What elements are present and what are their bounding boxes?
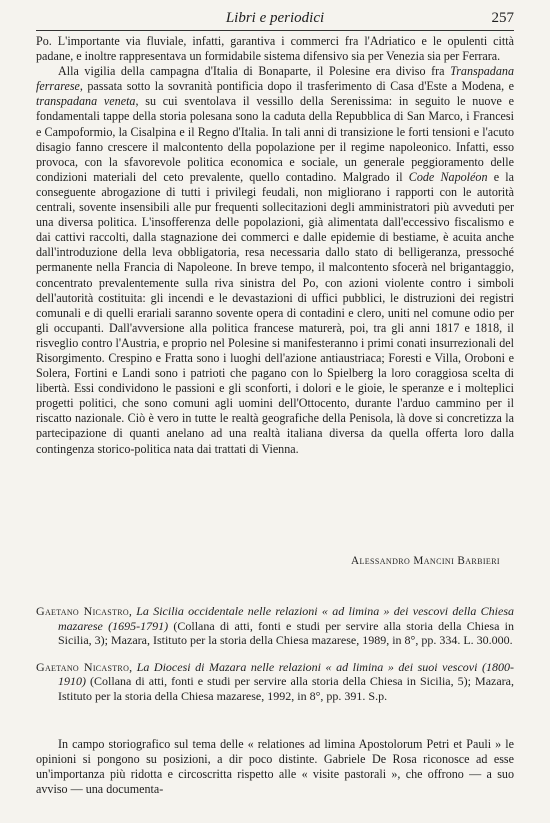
- review-body: [36, 737, 514, 797]
- review-book-title: La Diocesi di Mazara nelle relazioni « ad limina » dei suoi vescovi (1800-1910): [58, 659, 514, 689]
- text-run: , su cui sventolava il vessillo della Serenissima: in seguito le nuove e fondamentali tappe della storia polesana sono la caduta della Repubblica di San Marco, i Francesi e Campoformio, la Cisalpina e il Regno d'Italia. In tali anni di transizione le forti tensioni e l'acuto disagio fanno crescere il malcontento della popolazione per il regime napoleonico. Infatti, esso provoca, con la sfavorevole politica economica e sociale, un generale peggioramento delle condizioni materiali del ceto prevalente, quello contadino. Malgrado il: [36, 94, 514, 184]
- review-details: (Collana di atti, fonti e studi per servire alla storia della Chiesa in Sicilia, 3); Mazara, Istituto per la storia della Chiesa mazarese, 1989, in 8°, pp. 334. L. 30.000.: [58, 618, 514, 648]
- article-body: [36, 34, 514, 457]
- italic-term: Code Napoléon: [408, 169, 488, 184]
- review-entry: Gaetano Nicastro, La Sicilia occidentale nelle relazioni « ad limina » dei vescovi della Chiesa mazarese (1695-1791) (Collana di atti, fonti e studi per servire alla storia della Chiesa in Sicilia, 3); Mazara, Istituto per la storia della Chiesa mazarese, 1989, in 8°, pp. 334. L. 30.000.: [36, 604, 514, 648]
- article-signature: Alessandro Mancini Barbieri: [351, 555, 500, 567]
- italic-term: transpadana veneta: [36, 94, 136, 109]
- review-entry: Gaetano Nicastro, La Diocesi di Mazara nelle relazioni « ad limina » dei suoi vescovi (1800-1910) (Collana di atti, fonti e studi per servire alla storia della Chiesa in Sicilia, 5); Mazara, Istituto per la storia della Chiesa mazarese, 1992, in 8°, pp. 391. S.p.: [36, 659, 514, 703]
- paragraph: [36, 64, 514, 456]
- italic-term: Transpadana ferrarese: [36, 64, 514, 94]
- text-run: e la conseguente abrogazione di tutti i privilegi feudali, non migliorano i rapporti con le autorità centrali, sovente insensibili alle pur frequenti sollecitazioni degli amministratori più avveduti per una diversa politica. L'insofferenza delle popolazioni, già alimentata dall'eccessivo fiscalismo e dai cattivi raccolti, dalla stagnazione dei commerci e dalle epidemie di bestiame, è acuita anche dall'introduzione della leva obbligatoria, resa necessaria dallo stato di belligeranza, pressoché permanente nella Francia di Napoleone. In breve tempo, il malcontento sfocerà nel brigantaggio, concentrato prevalentemente sulla riva sinistra del Po, con azioni violente contro i simboli dell'autorità costituita: gli incendi e le devastazioni di uffici pubblici, le distruzioni dei registri comunali e di quelli erariali saranno sovente opera di contadini e clero, uniti nel comune odio per gli occupanti. Dall'avversione alla politica francese maturerà, poi, tra gli anni 1817 e 1818, il risveglio contro l'Austria, e proprio nel Polesine si manifesteranno i primi conati insurrezionali del Risorgimento. Crespino e Fratta sono i luoghi dell'azione antiaustriaca; Foresti e Villa, Oroboni e Solera, Fortini e Landi sono i patrioti che pagano con lo Spielberg la loro coraggiosa scelta di libertà. Essi condividono le passioni e gli sconforti, i dolori e le gioie, le speranze e i molteplici progetti politici, che sono comuni agli uomini dell'Ottocento, durante l'arduo cammino per il riscatto nazionale. Ciò è vero in tutte le realtà geografiche della Penisola, là dove si concretizza la partecipazione di quanti anelano ad una realtà italiana diversa da quella offerta loro dalla contingenza storico-politica nata dai trattati di Vienna.: [36, 169, 514, 456]
- text-run: , passata sotto la sovranità pontificia dopo il trasferimento di Casa d'Este a Modena, e: [79, 79, 514, 94]
- review-author: Gaetano Nicastro: [36, 604, 129, 618]
- paragraph: In campo storiografico sul tema delle « relationes ad limina Apostolorum Petri et Pauli » le opinioni si pongono su posizioni, a dir poco distinte. Gabriele De Rosa riconosce ad esse un'importanza più ridotta e circoscritta rispetto alle « visite pastorali », che offrono — a suo avviso — una documenta-: [36, 737, 514, 797]
- review-details: (Collana di atti, fonti e studi per servire alla storia della Chiesa in Sicilia, 5); Mazara, Istituto per la storia della Chiesa mazarese, 1992, in 8°, pp. 391. S.p.: [58, 674, 514, 703]
- review-author: Gaetano Nicastro: [36, 659, 130, 674]
- review-list: [36, 604, 514, 716]
- text-run: Alla vigilia della campagna d'Italia di Bonaparte, il Polesine era diviso fra: [58, 64, 451, 79]
- section-title: Libri e periodici: [225, 10, 325, 26]
- page-number: 257: [491, 10, 514, 26]
- paragraph: Po. L'importante via fluviale, infatti, garantiva i commerci fra l'Adriatico e le opulenti città padane, e inoltre rappresentava un formidabile sistema difensivo sia per Venezia sia per Ferrara.: [36, 34, 514, 64]
- review-book-title: La Sicilia occidentale nelle relazioni « ad limina » dei vescovi della Chiesa mazarese (1695-1791): [58, 604, 514, 633]
- running-head: [36, 8, 514, 31]
